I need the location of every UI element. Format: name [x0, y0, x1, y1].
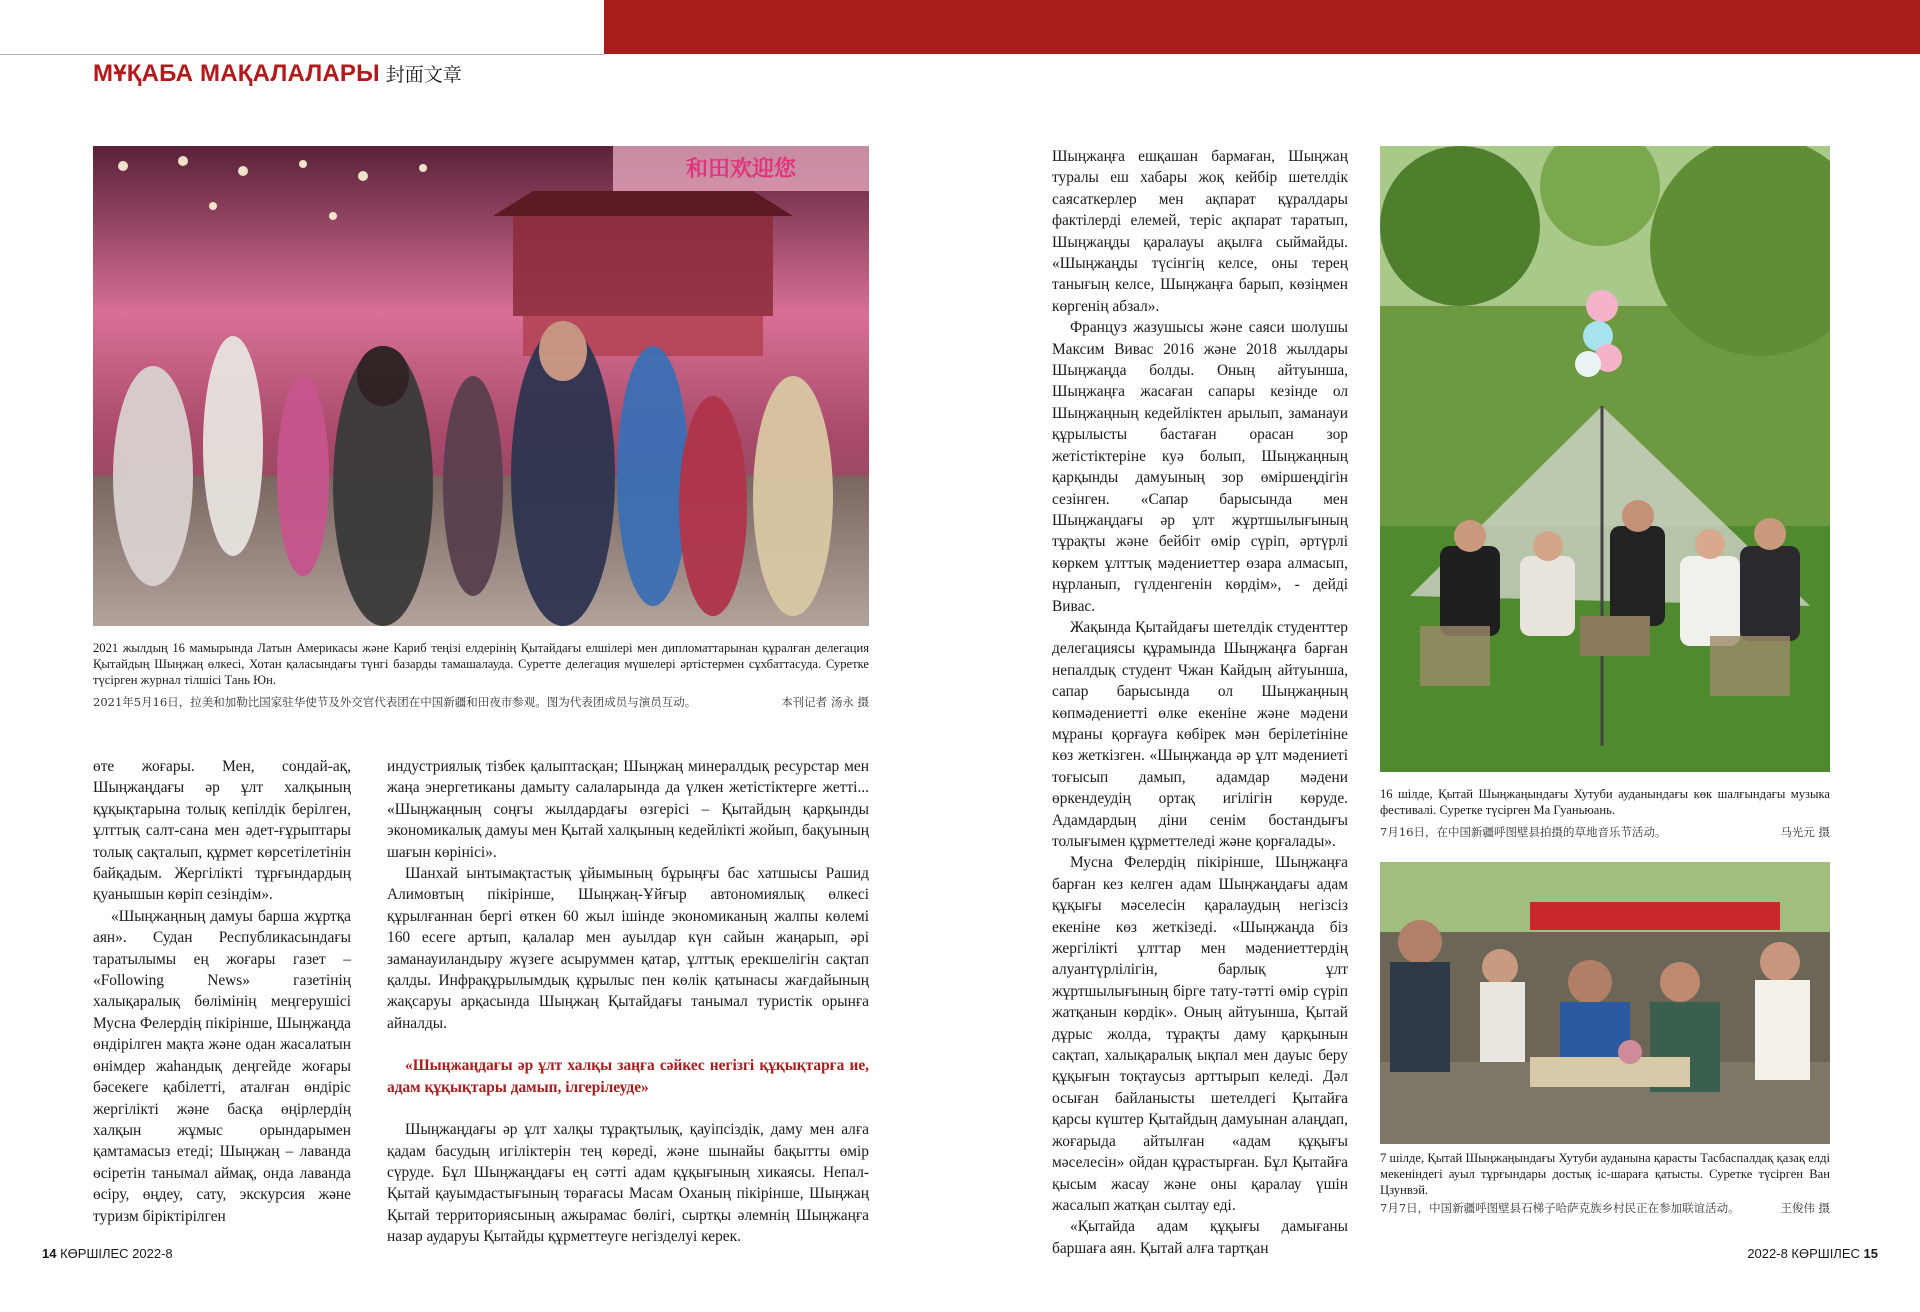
- photo-music-festival: [1380, 146, 1830, 772]
- caption-main-cn-text: 2021年5月16日，拉美和加勒比国家驻华使节及外交官代表团在中国新疆和田夜市参观。图为代表团成员与演员互动。: [93, 695, 697, 709]
- page-number-right: 15: [1863, 1246, 1878, 1261]
- photo-night-market-illustration: [93, 146, 869, 626]
- paragraph: өте жоғары. Мен, сондай-ақ, Шыңжаңдағы әр ұлт халқының құқықтарына толық кепілдік берілген, ұлттық салт-сана мен әдет-ғұрыптары толық сақталып, құрмет көрсетілетінін байқадым. Жергілікті тұрғындардың қуанышын көріп сезіндім».: [93, 758, 351, 904]
- caption-tent-cn: [1380, 824, 1830, 840]
- section-title-cn: 封面文章: [385, 64, 462, 86]
- text-column-3: [1052, 146, 1348, 1259]
- caption-tent-kz: 16 шілде, Қытай Шыңжаңындағы Хутуби ауданындағы көк шалғындағы музыка фестивалі. Суретке түсірген Ма Гуаньюань.: [1380, 787, 1830, 817]
- folio-right: [1747, 1246, 1878, 1261]
- header-rule: [0, 54, 604, 55]
- paragraph: «Шыңжаңның дамуы барша жұртқа аян». Судан Республикасындағы таратылымы ең жоғары газет – «Following News» газетінің халықаралық бөлімінің меңгерушісі Мусна Фелердің пікірінше, Шыңжаңда өндірілген мақта және одан жасалатын өнімдер жаһандық деңгейде жоғары бәсекеге қабілетті, аталған өндіріс жергілікті және басқа өңірлердің халқын жұмыс орындарымен қамтамасыз етеді; Шыңжаң – лаванда өсіретін танымал аймақ, онда лаванда өсіру, өңдеу, сату, экскурсия және туризм біріктірілген: [93, 907, 351, 1225]
- text-column-1: [93, 756, 351, 1227]
- text-column-2: [387, 756, 869, 1248]
- paragraph: индустриялық тізбек қалыптасқан; Шыңжаң минералдық ресурстар мен жаңа энергетиканы дамыту салаларында да үлкен жетістіктерге жетті... «Шыңжаңның соңғы жылдардағы өзгерісі – Қытайдың қарқынды экономикалық дамуы мен Қытай халқының кедейлікті жойып, бақуының шағын көрінісі».: [387, 758, 869, 861]
- caption-arm-cn-text: 7月7日，中国新疆呼图壁县石梯子哈萨克族乡村民正在参加联谊活动。: [1380, 1201, 1740, 1215]
- photo-music-festival-illustration: [1380, 146, 1830, 772]
- header-red-bar: [604, 0, 1920, 54]
- page-number-left: 14: [42, 1246, 57, 1261]
- magazine-name-right: 2022-8 КӨРШІЛЕС: [1747, 1246, 1860, 1261]
- caption-main-cn-credit: 本刊记者 汤永 摄: [781, 695, 869, 709]
- caption-arm-cn: [1380, 1200, 1830, 1216]
- paragraph: «Қытайда адам құқығы дамығаны баршаға аян. Қытай алға тартқан: [1052, 1218, 1348, 1257]
- paragraph: Шыңжаңдағы әр ұлт халқы тұрақтылық, қауіпсіздік, даму мен алға қадам басудың игіліктерін тең көреді, және шынайы бақытты өмір сүруде. Бұл Шыңжаңдағы ең сәтті адам құқығының хикаясы. Непал-Қытай қауымдастығының төрағасы Масам Оханың пікірінше, Шыңжаң Қытай территориясының ажырамас бөлігі, сыртқы әлемнің Шыңжаңға назар аударуы Қытайды құрметтеуге негізделуі керек.: [387, 1121, 869, 1246]
- caption-main-cn: [93, 694, 869, 710]
- photo-arm-wrestling: [1380, 862, 1830, 1144]
- paragraph: Француз жазушысы және саяси шолушы Максим Вивас 2016 және 2018 жылдары Шыңжаңда болды. Оның айтуынша, Шыңжаңға жасаған сапары кезінде ол Шыңжаңның кедейліктен арылып, заманауи құрылысты бастаған орасан зор жетістіктеріне куә болып, Шыңжаңның қарқынды дамуының зор өміршеңдігін сезінген. «Сапар барысында мен Шыңжаңдағы әр ұлт жұртшылығының тұрақты және бейбіт өмір сүріп, әртүрлі көркем ұлттық мәдениеттер өзара алмасып, нұрланып, гүлденгенін көрдім», - дейді Вивас.: [1052, 319, 1348, 615]
- caption-arm-kz: 7 шілде, Қытай Шыңжаңындағы Хутуби ауданына қарасты Тасбаспалдақ қазақ елді мекеніндегі ауыл тұрғындары достық іс-шараға қатысты. Суретке түсірген Ван Цзунвэй.: [1380, 1151, 1830, 1197]
- photo-night-market-dance: [93, 146, 869, 626]
- folio-left: [42, 1246, 173, 1261]
- paragraph: Шанхай ынтымақтастық ұйымының бұрыңғы бас хатшысы Рашид Алимовтың пікірінше, Шыңжаң-Ұйғыр автономиялық өлкесі құрылғаннан бергі өткен 60 жыл ішінде экономиканың жалпы көлемі 160 есеге артып, қалалар мен ауылдар күн сайын жаңарып, әрі заманауиландыру жүзеге асыруммен қатар, ұлттық ерекшелігін сақтап қалды. Инфрақұрылымдық құрылыс пен көлік қатынасы жағдайының жақсаруы арқасында Шыңжаң Қытайдағы танымал туристік орынға айналды.: [387, 865, 869, 1032]
- section-title-kz: МҰҚАБА МАҚАЛАЛАРЫ: [93, 60, 380, 87]
- paragraph: Жақында Қытайдағы шетелдік студенттер делегациясы құрамында Шыңжаңға барған непалдық студент Чжан Кайдың айтуынша, сапар барысында ол Шыңжаңның көпмәдениетті өлке екеніне және мәдени мұраны қорғауға көбірек мән берілетініне көз жеткізген. «Шыңжаңда әр ұлт мәдениеті тоғысып дамып, адамдар мәдени өркендеудің ортақ игілігін көруде. Адамдардың діни сенім бостандығы толығымен құрметтеледі және қорғалады».: [1052, 618, 1348, 850]
- caption-tent-cn-credit: 马光元 摄: [1780, 825, 1830, 839]
- caption-tent-cn-text: 7月16日，在中国新疆呼图壁县拍摄的草地音乐节活动。: [1380, 825, 1667, 839]
- caption-main-kz: 2021 жылдың 16 мамырында Латын Америкасы және Кариб теңізі елдерінің Қытайдағы елшілері мен дипломаттарынан құралған делегация Қытайдың Шыңжаң өлкесі, Хотан қаласындағы түнгі базарды тамашалауда. Суретте делегация мүшелері әртістермен сұхбаттасуда. Суретке түсірген журнал тілшісі Тань Юн.: [93, 641, 869, 687]
- subheading: «Шыңжаңдағы әр ұлт халқы заңға сәйкес негізгі құқықтарға ие, адам құқықтары дамып, ілгерілеуде»: [387, 1057, 869, 1096]
- section-header: [93, 60, 462, 90]
- paragraph: Мусна Фелердің пікірінше, Шыңжаңға барған кез келген адам Шыңжаңдағы адам құқығы мәселесін қаралаудың негізсіз екеніне көз жеткізеді. «Шыңжаңда біз жергілікті ұлттар мен мәдениеттердің алуантүрлілігін, барлық ұлт жұртшылығының бірге тату-тәтті өмір сүріп жатқанын көрдік». Оның айтуынша, Қытай дұрыс жолда, тұрақты даму қарқынын сақтап, халықаралық ықпал мен дауыс беру құқығын тоқтаусыз арттырып келеді. Дәл осыған байланысты шетелдегі Қытайға қарсы күштер Қытайдың дамуынан алаңдап, жоғарыда айтылған «адам құқығы мәселесін» ойдан құрастырған. Бұл Қытайға қысым жасау және оны қаралау үшін жасалып жатқан сылтау еді.: [1052, 854, 1348, 1214]
- paragraph: Шыңжаңға ешқашан бармаған, Шыңжаң туралы еш хабары жоқ кейбір шетелдік саясаткерлер мен ақпарат құралдары фактілерді елемей, теріс ақпарат таратып, Шыңжаңды қаралауы ақылға сыймайды. «Шыңжаңды түсінгің келсе, оны терең танығың келсе, Шыңжаңға барып, көзіңмен көргенің абзал».: [1052, 148, 1348, 315]
- magazine-name-left: КӨРШІЛЕС 2022-8: [60, 1246, 173, 1261]
- photo-sign-text: 和田欢迎您: [685, 157, 797, 182]
- caption-arm-cn-credit: 王俊伟 摄: [1780, 1201, 1830, 1215]
- photo-arm-wrestling-illustration: [1380, 862, 1830, 1144]
